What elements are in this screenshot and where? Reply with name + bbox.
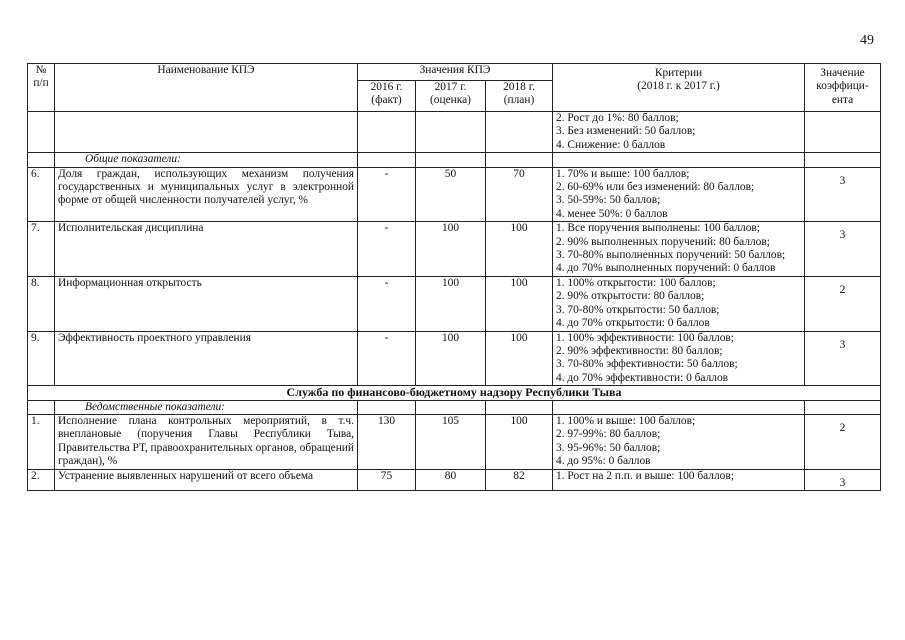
header-2018-line1: 2018 г. xyxy=(503,81,535,93)
criteria-line: 3. 50-59%: 50 баллов; xyxy=(556,194,661,207)
criteria-line: 3. 70-80% открытости: 50 баллов; xyxy=(556,303,720,316)
criteria-line: 2. 90% открытости: 80 баллов; xyxy=(556,290,705,303)
departmental-label-num xyxy=(28,400,55,414)
criteria-line: 3. Без изменений: 50 баллов; xyxy=(556,125,696,138)
row-name: Доля граждан, использующих механизм получения государственных и муниципальных услуг в электронной форме от общей численности получателей услуг, % xyxy=(55,167,358,222)
header-criteria-line2: (2018 г. к 2017 г.) xyxy=(637,80,720,93)
row-name: Информационная открытость xyxy=(55,276,358,331)
continuation-row xyxy=(28,112,881,153)
row-value-2017: 105 xyxy=(416,414,486,469)
section-title: Служба по финансово-бюджетному надзору Республики Тыва xyxy=(28,386,881,400)
row-value-2018: 100 xyxy=(486,276,553,331)
criteria-line: 4. до 70% открытости: 0 баллов xyxy=(556,317,710,330)
header-criteria xyxy=(553,64,805,112)
continuation-2018 xyxy=(486,112,553,153)
row-coef: 3 xyxy=(805,331,881,386)
header-coef-line3: ента xyxy=(831,93,854,106)
departmental-label-empty xyxy=(805,400,881,414)
header-2016-line2: (факт) xyxy=(371,94,402,107)
criteria-line: 3. 70-80% эффективности: 50 баллов; xyxy=(556,358,738,371)
row-value-2017: 50 xyxy=(416,167,486,222)
row-num: 7. xyxy=(28,222,55,277)
header-coef xyxy=(805,64,881,112)
row-value-2017: 100 xyxy=(416,222,486,277)
general-label-empty xyxy=(416,153,486,167)
criteria-line: 3. 70-80% выполненных поручений: 50 баллов; xyxy=(556,249,786,262)
header-2017-line1: 2017 г. xyxy=(434,81,467,93)
table-row xyxy=(28,331,881,386)
row-num: 1. xyxy=(28,414,55,469)
header-name: Наименование КПЭ xyxy=(55,64,358,112)
header-values: Значения КПЭ xyxy=(358,64,553,81)
continuation-criteria xyxy=(553,112,805,153)
criteria-line: 1. 100% и выше: 100 баллов; xyxy=(556,414,696,427)
row-criteria xyxy=(553,331,805,386)
table-row xyxy=(28,414,881,469)
header-coef-line1: Значение xyxy=(820,67,865,79)
row-value-2018: 82 xyxy=(486,469,553,490)
row-criteria xyxy=(553,276,805,331)
criteria-line: 2. 90% эффективности: 80 баллов; xyxy=(556,344,723,357)
row-value-2016: 75 xyxy=(358,469,416,490)
table-row xyxy=(28,276,881,331)
general-label-empty xyxy=(805,153,881,167)
row-value-2018: 100 xyxy=(486,222,553,277)
criteria-line: 1. 100% открытости: 100 баллов; xyxy=(556,276,716,289)
continuation-2016 xyxy=(358,112,416,153)
criteria-line: 1. Рост на 2 п.п. и выше: 100 баллов; xyxy=(556,469,734,482)
criteria-line: 2. 60-69% или без изменений: 80 баллов; xyxy=(556,181,755,194)
row-coef: 3 xyxy=(805,469,881,490)
row-criteria xyxy=(553,222,805,277)
departmental-rows xyxy=(28,414,881,490)
criteria-line: 4. до 70% эффективности: 0 баллов xyxy=(556,371,729,384)
header-num xyxy=(28,64,55,112)
criteria-line: 4. менее 50%: 0 баллов xyxy=(556,207,668,220)
departmental-label-empty xyxy=(553,400,805,414)
header-num-line1: № xyxy=(35,64,47,76)
row-num: 6. xyxy=(28,167,55,222)
header-2016 xyxy=(358,81,416,112)
row-criteria xyxy=(553,469,805,490)
continuation-num xyxy=(28,112,55,153)
table-row xyxy=(28,222,881,277)
header-coef-line2: коэффици- xyxy=(816,80,869,93)
header-2018 xyxy=(486,81,553,112)
header-2018-line2: (план) xyxy=(503,94,535,107)
row-value-2016: - xyxy=(358,167,416,222)
general-rows xyxy=(28,167,881,386)
criteria-line: 2. Рост до 1%: 80 баллов; xyxy=(556,112,679,124)
general-label-num xyxy=(28,153,55,167)
continuation-coef xyxy=(805,112,881,153)
criteria-line: 3. 95-96%: 50 баллов; xyxy=(556,441,661,454)
row-criteria xyxy=(553,167,805,222)
row-value-2018: 100 xyxy=(486,331,553,386)
continuation-name xyxy=(55,112,358,153)
row-coef: 2 xyxy=(805,414,881,469)
general-label-empty xyxy=(358,153,416,167)
table-row xyxy=(28,469,881,490)
row-value-2017: 80 xyxy=(416,469,486,490)
row-coef: 3 xyxy=(805,167,881,222)
header-row xyxy=(28,64,881,81)
row-value-2016: 130 xyxy=(358,414,416,469)
row-name: Устранение выявленных нарушений от всего объема xyxy=(55,469,358,490)
criteria-line: 4. до 95%: 0 баллов xyxy=(556,455,651,468)
row-name: Исполнительская дисциплина xyxy=(55,222,358,277)
departmental-label-empty xyxy=(486,400,553,414)
row-criteria xyxy=(553,414,805,469)
row-value-2017: 100 xyxy=(416,331,486,386)
criteria-line: 2. 90% выполненных поручений: 80 баллов; xyxy=(556,235,770,248)
general-label: Общие показатели: xyxy=(55,153,358,167)
section-title-row xyxy=(28,386,881,400)
general-label-empty xyxy=(486,153,553,167)
row-num: 8. xyxy=(28,276,55,331)
header-num-line2: п/п xyxy=(33,77,49,90)
continuation-2017 xyxy=(416,112,486,153)
criteria-line: 1. 100% эффективности: 100 баллов; xyxy=(556,331,734,344)
row-value-2018: 100 xyxy=(486,414,553,469)
departmental-label-empty xyxy=(416,400,486,414)
row-num: 9. xyxy=(28,331,55,386)
departmental-label-row xyxy=(28,400,881,414)
header-criteria-line1: Критерии xyxy=(654,67,703,79)
criteria-line: 4. до 70% выполненных поручений: 0 баллов xyxy=(556,262,776,275)
kpe-table xyxy=(27,63,881,491)
row-num: 2. xyxy=(28,469,55,490)
criteria-line: 4. Снижение: 0 баллов xyxy=(556,138,666,151)
row-coef: 2 xyxy=(805,276,881,331)
departmental-label-empty xyxy=(358,400,416,414)
row-name: Эффективность проектного управления xyxy=(55,331,358,386)
departmental-label: Ведомственные показатели: xyxy=(55,400,358,414)
row-value-2016: - xyxy=(358,331,416,386)
header-2016-line1: 2016 г. xyxy=(370,81,403,93)
page-number: 49 xyxy=(860,33,874,48)
criteria-line: 2. 97-99%: 80 баллов; xyxy=(556,428,661,441)
row-value-2017: 100 xyxy=(416,276,486,331)
row-coef: 3 xyxy=(805,222,881,277)
general-label-row xyxy=(28,153,881,167)
criteria-line: 1. 70% и выше: 100 баллов; xyxy=(556,167,690,180)
row-value-2018: 70 xyxy=(486,167,553,222)
header-2017 xyxy=(416,81,486,112)
row-name: Исполнение плана контрольных мероприятий, в т.ч. внеплановые (поручения Главы Республики Тыва, Правительства РТ, правоохранительных органов, обращений граждан), % xyxy=(55,414,358,469)
general-label-empty xyxy=(553,153,805,167)
row-value-2016: - xyxy=(358,222,416,277)
row-value-2016: - xyxy=(358,276,416,331)
header-2017-line2: (оценка) xyxy=(430,94,471,107)
criteria-line: 1. Все поручения выполнены: 100 баллов; xyxy=(556,222,760,235)
table-row xyxy=(28,167,881,222)
